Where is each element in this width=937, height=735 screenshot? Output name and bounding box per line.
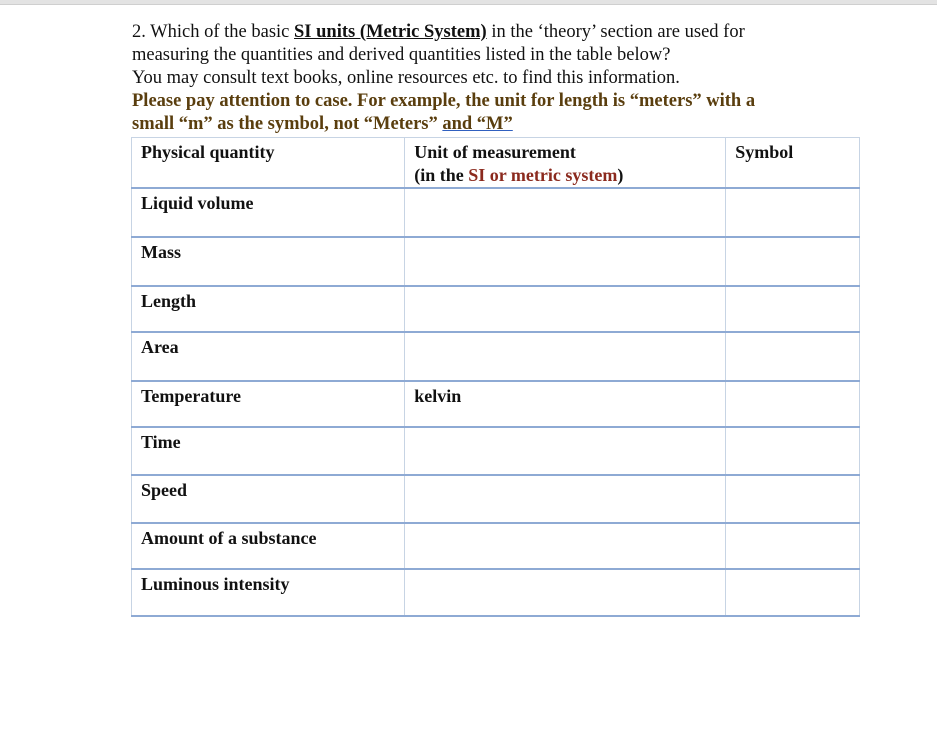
cell-quantity: Area bbox=[132, 332, 405, 381]
note-line2-pre: small “m” as the symbol, not “Meters” bbox=[132, 114, 443, 134]
cell-quantity: Temperature bbox=[132, 381, 405, 427]
units-table bbox=[131, 137, 860, 617]
cell-unit-input[interactable] bbox=[405, 523, 726, 569]
table-row bbox=[132, 427, 860, 475]
cell-symbol-input[interactable] bbox=[726, 523, 860, 569]
header-unit-line2-pre: (in the bbox=[414, 165, 469, 185]
cell-symbol-input[interactable] bbox=[726, 188, 860, 237]
note-line2-underlined: and “M” bbox=[442, 114, 513, 134]
cell-quantity: Luminous intensity bbox=[132, 569, 405, 616]
header-symbol: Symbol bbox=[726, 138, 860, 189]
cell-quantity: Time bbox=[132, 427, 405, 475]
cell-quantity: Speed bbox=[132, 475, 405, 523]
table-row bbox=[132, 188, 860, 237]
question-line1-post: in the ‘theory’ section are used for bbox=[486, 22, 745, 42]
header-physical-quantity: Physical quantity bbox=[132, 138, 405, 189]
table-row bbox=[132, 286, 860, 332]
header-unit-line1: Unit of measurement bbox=[414, 142, 576, 162]
cell-unit-input[interactable] bbox=[405, 569, 726, 616]
question-line2: measuring the quantities and derived quantities listed in the table below? bbox=[132, 45, 671, 65]
cell-symbol-input[interactable] bbox=[726, 237, 860, 286]
cell-unit-input[interactable] bbox=[405, 188, 726, 237]
cell-unit-input[interactable]: kelvin bbox=[405, 381, 726, 427]
cell-symbol-input[interactable] bbox=[726, 475, 860, 523]
case-note bbox=[132, 90, 832, 136]
header-unit-si: SI or metric system bbox=[468, 165, 618, 185]
cell-unit-input[interactable] bbox=[405, 237, 726, 286]
cell-symbol-input[interactable] bbox=[726, 381, 860, 427]
question-text bbox=[132, 21, 832, 90]
question-block bbox=[132, 21, 832, 136]
cell-symbol-input[interactable] bbox=[726, 569, 860, 616]
cell-unit-input[interactable] bbox=[405, 427, 726, 475]
cell-quantity: Length bbox=[132, 286, 405, 332]
cell-symbol-input[interactable] bbox=[726, 427, 860, 475]
note-line1: Please pay attention to case. For example, the unit for length is “meters” with a bbox=[132, 91, 756, 111]
table-row bbox=[132, 332, 860, 381]
table-row bbox=[132, 475, 860, 523]
cell-symbol-input[interactable] bbox=[726, 286, 860, 332]
cell-quantity: Amount of a substance bbox=[132, 523, 405, 569]
cell-symbol-input[interactable] bbox=[726, 332, 860, 381]
table-row bbox=[132, 381, 860, 427]
table-row bbox=[132, 569, 860, 616]
table-row bbox=[132, 237, 860, 286]
question-line1-pre: 2. Which of the basic bbox=[132, 22, 295, 42]
page-top-border bbox=[0, 0, 937, 5]
question-line3: You may consult text books, online resources etc. to find this information. bbox=[132, 68, 680, 88]
cell-quantity: Mass bbox=[132, 237, 405, 286]
cell-unit-input[interactable] bbox=[405, 475, 726, 523]
cell-unit-input[interactable] bbox=[405, 286, 726, 332]
header-unit-line2-post: ) bbox=[617, 165, 624, 185]
header-unit-of-measurement bbox=[405, 138, 726, 189]
question-si-units: SI units (Metric System) bbox=[294, 22, 487, 42]
table-header-row bbox=[132, 138, 860, 189]
cell-unit-input[interactable] bbox=[405, 332, 726, 381]
table-row bbox=[132, 523, 860, 569]
cell-quantity: Liquid volume bbox=[132, 188, 405, 237]
